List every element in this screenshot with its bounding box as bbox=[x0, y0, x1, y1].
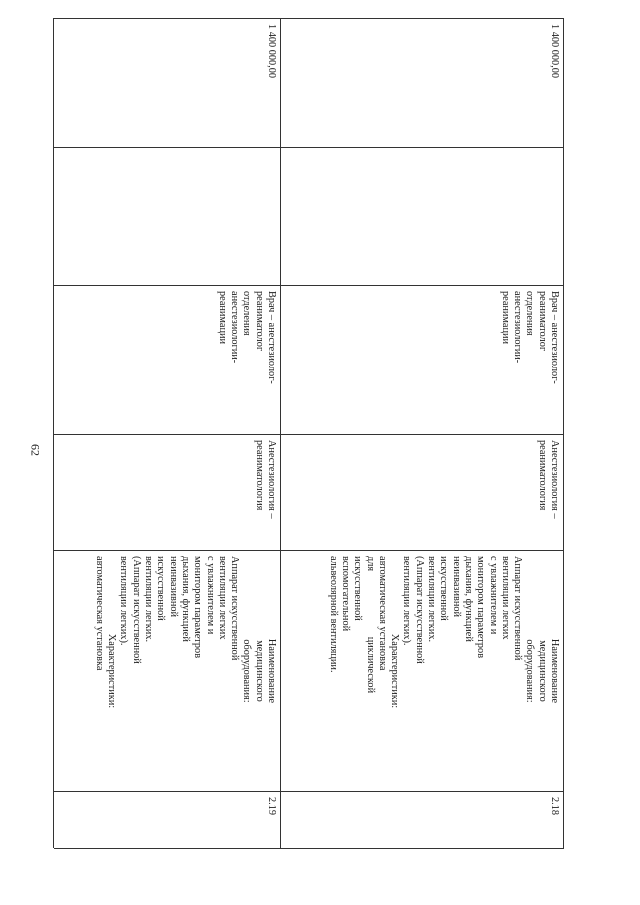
description-line: оборудования: bbox=[241, 639, 253, 703]
row-number: 2.19 bbox=[266, 797, 277, 816]
specialty-line: Анестезиология – bbox=[266, 440, 277, 519]
specialty-line: реаниматология bbox=[253, 440, 265, 511]
position-line: анестезиологии- bbox=[229, 291, 241, 364]
description-line: искусственной bbox=[438, 556, 450, 621]
description-line: вспомогательной bbox=[339, 556, 351, 632]
description-line: вентиляции легких. bbox=[426, 556, 438, 643]
description-line: вентиляции легких bbox=[499, 556, 511, 640]
column-border bbox=[54, 791, 564, 792]
description-line: неинвазивной bbox=[450, 556, 462, 618]
description-line: Наименование bbox=[549, 638, 560, 704]
description-line: альвеолярной вентиляции. bbox=[327, 556, 339, 673]
row-border bbox=[280, 18, 281, 848]
number-cell bbox=[265, 797, 277, 845]
position-line: анестезиологии- bbox=[512, 291, 524, 364]
column-border bbox=[54, 848, 564, 849]
row-number: 2.18 bbox=[549, 797, 560, 816]
number-cell bbox=[548, 797, 560, 845]
description-line: монитором параметров bbox=[192, 556, 204, 659]
equipment-table bbox=[54, 18, 564, 848]
description-line: оборудования: bbox=[524, 639, 536, 703]
specialty-line: Анестезиология – bbox=[549, 440, 560, 519]
description-line: (Аппарат искусственной bbox=[130, 556, 142, 664]
specialty-line: реаниматология bbox=[536, 440, 548, 511]
position-line: Врач – анестезиолог- bbox=[549, 291, 560, 384]
column-border bbox=[54, 18, 564, 19]
description-line: дыхания, функцией bbox=[179, 556, 191, 642]
position-line: реанимации bbox=[216, 291, 228, 344]
position-line: реаниматолог bbox=[253, 291, 265, 352]
description-line: искусственной bbox=[352, 556, 364, 621]
column-border bbox=[54, 285, 564, 286]
price-value: 1 400 000,00 bbox=[549, 24, 560, 79]
description-line: Аппарат искусственной bbox=[229, 556, 241, 661]
description-line: с увлажнителем и bbox=[487, 556, 499, 635]
price-cell bbox=[548, 24, 560, 144]
description-line: монитором параметров bbox=[475, 556, 487, 659]
description-line: вентиляции легких). bbox=[118, 556, 130, 646]
description-line: вентиляции легких bbox=[216, 556, 228, 640]
specialty-cell bbox=[535, 440, 560, 548]
description-line: с увлажнителем и bbox=[204, 556, 216, 635]
description-line: дыхания, функцией bbox=[462, 556, 474, 642]
description-cell bbox=[326, 556, 560, 786]
price-cell bbox=[265, 24, 277, 144]
description-line-text: автоматическая установка bbox=[376, 556, 388, 671]
description-line: Наименование bbox=[266, 638, 277, 704]
column-border bbox=[54, 434, 564, 435]
column-border bbox=[54, 147, 564, 148]
position-cell bbox=[216, 291, 277, 431]
equipment-table-rotated bbox=[54, 18, 564, 848]
description-line: Характеристики: bbox=[106, 633, 118, 709]
row-border bbox=[53, 18, 54, 848]
description-line: медицинского bbox=[253, 640, 265, 702]
position-cell bbox=[499, 291, 560, 431]
description-cell bbox=[93, 556, 277, 786]
description-line: неинвазивной bbox=[167, 556, 179, 618]
description-line: медицинского bbox=[536, 640, 548, 702]
position-line: отделения bbox=[241, 291, 253, 336]
price-value: 1 400 000,00 bbox=[266, 24, 277, 79]
description-line: автоматическая установка bbox=[93, 556, 105, 671]
description-line bbox=[376, 556, 388, 786]
description-line: Характеристики: bbox=[389, 633, 401, 709]
position-line: реанимации bbox=[499, 291, 511, 344]
position-line: Врач – анестезиолог- bbox=[266, 291, 277, 384]
description-line: (Аппарат искусственной bbox=[413, 556, 425, 664]
row-border bbox=[563, 18, 564, 848]
description-line: вентиляции легких). bbox=[401, 556, 413, 646]
specialty-cell bbox=[252, 440, 277, 548]
description-line: для циклической bbox=[364, 556, 376, 694]
description-line: Аппарат искусственной bbox=[512, 556, 524, 661]
column-border bbox=[54, 550, 564, 551]
page-number bbox=[25, 440, 45, 460]
position-line: реаниматолог bbox=[536, 291, 548, 352]
description-line: искусственной bbox=[155, 556, 167, 621]
description-line: вентиляции легких. bbox=[143, 556, 155, 643]
page-number-text: 62 bbox=[28, 444, 43, 456]
position-line: отделения bbox=[524, 291, 536, 336]
